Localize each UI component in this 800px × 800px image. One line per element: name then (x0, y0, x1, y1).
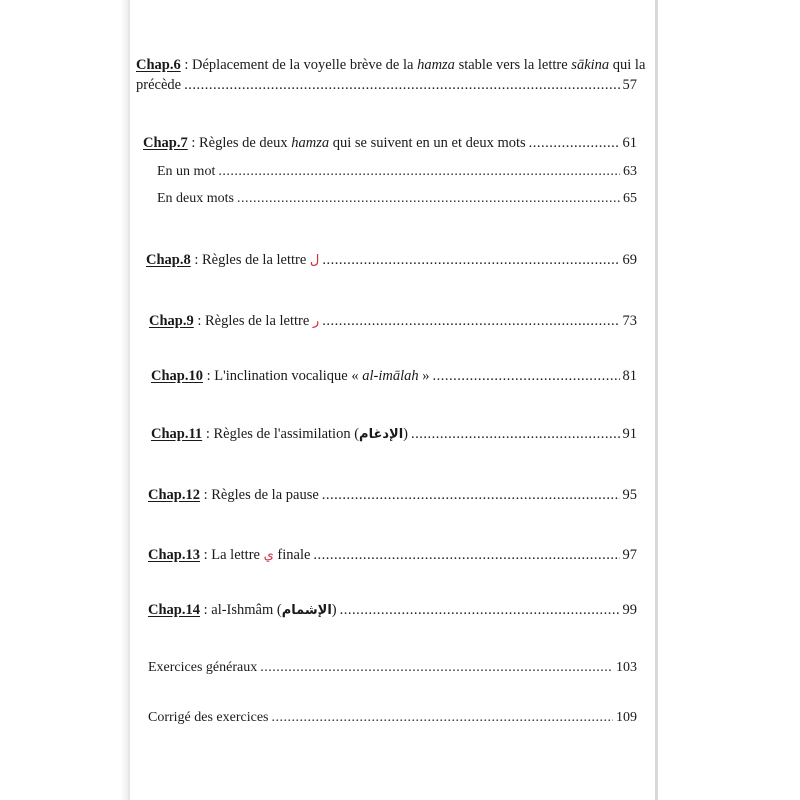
entry-text: précède (136, 77, 182, 93)
chapter-label: Chap.6 (136, 57, 181, 73)
chapter-label: Chap.10 (151, 368, 203, 384)
dot-leader (529, 134, 620, 152)
page-number: 81 (622, 368, 637, 384)
entry-text: : L'inclination vocalique « (202, 368, 363, 384)
toc-entry-ch6-line1 (136, 56, 646, 74)
page-number: 61 (622, 135, 637, 151)
toc-entry-ch14 (148, 601, 637, 620)
chapter-label: Chap.14 (148, 602, 200, 618)
dot-leader (433, 367, 620, 385)
entry-text: Exercices généraux (148, 660, 258, 675)
entry-text: ) (331, 602, 337, 618)
toc-entry-ch6-line2 (136, 76, 637, 94)
toc-entry-ch11 (151, 425, 637, 444)
entry-text: » (418, 368, 430, 384)
arabic-letter: ل (309, 253, 320, 268)
entry-text: ) (403, 426, 408, 442)
entry-text: finale (273, 547, 311, 563)
entry-text: : Règles de la pause (199, 487, 319, 503)
entry-italic: hamza (291, 135, 330, 151)
page-number: 69 (622, 252, 637, 268)
dot-leader (218, 163, 620, 181)
page-number: 57 (622, 77, 637, 93)
dot-leader (260, 659, 613, 677)
chapter-label: Chap.11 (151, 426, 203, 442)
entry-text: qui la (609, 57, 646, 73)
entry-text: En un mot (157, 164, 216, 179)
chapter-label: Chap.12 (148, 487, 200, 503)
entry-text: : Règles de la lettre (193, 313, 313, 329)
dot-leader (322, 312, 619, 330)
chapter-label: Chap.7 (143, 135, 188, 151)
page-number: 103 (616, 660, 637, 675)
toc-subentry-en-un-mot (157, 163, 637, 181)
entry-italic: sākina (571, 57, 610, 73)
page-edge-left (128, 0, 130, 800)
page-number: 97 (622, 547, 637, 563)
chapter-label: Chap.8 (146, 252, 191, 268)
entry-text: : al-Ishmâm ( (199, 602, 282, 618)
entry-text: stable vers la lettre (454, 57, 572, 73)
page-number: 95 (622, 487, 637, 503)
entry-text: : Règles de la lettre (190, 252, 310, 268)
dot-leader (322, 486, 620, 504)
page-number: 109 (616, 710, 637, 725)
entry-text: : Règles de l'assimilation ( (202, 426, 360, 442)
entry-text: qui se suivent en un et deux mots (329, 135, 526, 151)
page-margin (0, 0, 128, 800)
chapter-label: Chap.13 (148, 547, 200, 563)
toc-entry-corrige (148, 709, 637, 727)
page-number: 63 (623, 164, 637, 179)
dot-leader (411, 425, 620, 443)
toc-entry-ch13 (148, 546, 637, 565)
dot-leader (272, 709, 614, 727)
page-number: 73 (622, 313, 637, 329)
arabic-term: الإدغام (359, 427, 404, 442)
page-number: 65 (623, 191, 637, 206)
dot-leader (313, 546, 619, 564)
entry-text: Corrigé des exercices (148, 710, 269, 725)
toc-entry-ch12 (148, 486, 637, 504)
dot-leader (237, 190, 620, 208)
chapter-label: Chap.9 (149, 313, 194, 329)
toc-entry-ch8 (146, 251, 637, 270)
page-number: 91 (622, 426, 637, 442)
arabic-letter: ي (263, 548, 274, 563)
toc-subentry-en-deux-mots (157, 190, 637, 208)
entry-text: En deux mots (157, 191, 234, 206)
entry-italic: al-imālah (362, 368, 419, 384)
entry-text: : Déplacement de la voyelle brève de la (180, 57, 418, 73)
entry-italic: hamza (417, 57, 455, 73)
dot-leader (340, 601, 620, 619)
entry-text: : La lettre (199, 547, 264, 563)
toc-entry-ch9 (149, 312, 637, 331)
page-edge-right (655, 0, 658, 800)
arabic-term: الإشمام (281, 603, 332, 618)
toc-entry-ch10 (151, 367, 637, 385)
toc-entry-ch7 (143, 134, 637, 152)
dot-leader (184, 76, 619, 94)
arabic-letter: ر (312, 314, 320, 329)
page-number: 99 (622, 602, 637, 618)
entry-text: : Règles de deux (187, 135, 292, 151)
dot-leader (322, 251, 619, 269)
toc-entry-exercices (148, 659, 637, 677)
